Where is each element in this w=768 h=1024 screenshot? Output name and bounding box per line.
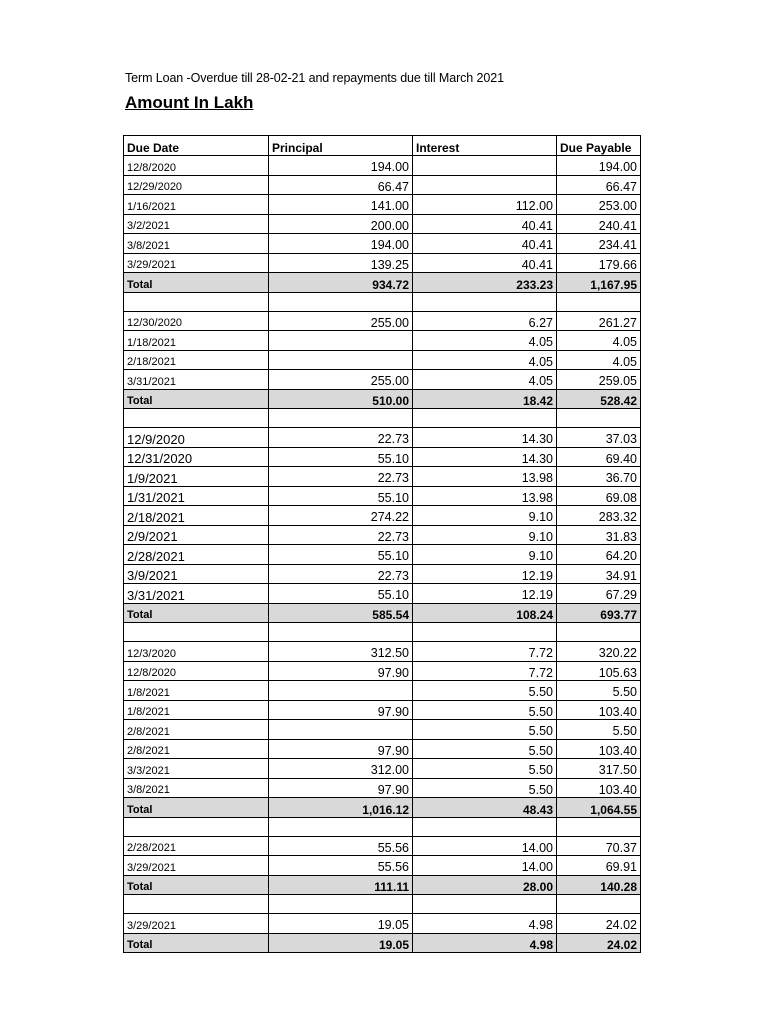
table-row bbox=[124, 700, 641, 720]
due-date-cell: 3/29/2021 bbox=[124, 253, 269, 273]
empty-cell bbox=[557, 292, 641, 311]
interest-cell: 112.00 bbox=[413, 195, 557, 215]
due-payable-cell: 234.41 bbox=[557, 234, 641, 254]
table-row bbox=[124, 447, 641, 467]
due-payable-cell: 37.03 bbox=[557, 428, 641, 448]
total-row bbox=[124, 603, 641, 623]
due-payable-cell: 194.00 bbox=[557, 156, 641, 176]
empty-cell bbox=[124, 623, 269, 642]
principal-cell: 274.22 bbox=[269, 506, 413, 526]
due-date-cell: Total bbox=[124, 603, 269, 623]
interest-cell: 4.98 bbox=[413, 933, 557, 953]
empty-cell bbox=[124, 292, 269, 311]
column-header-due-payable: Due Payable bbox=[557, 136, 641, 156]
table-row bbox=[124, 914, 641, 934]
due-payable-cell: 67.29 bbox=[557, 584, 641, 604]
interest-cell: 13.98 bbox=[413, 486, 557, 506]
principal-cell: 194.00 bbox=[269, 234, 413, 254]
due-date-cell: 3/8/2021 bbox=[124, 234, 269, 254]
principal-cell: 200.00 bbox=[269, 214, 413, 234]
principal-cell: 312.50 bbox=[269, 642, 413, 662]
due-payable-cell: 103.40 bbox=[557, 700, 641, 720]
principal-cell: 97.90 bbox=[269, 700, 413, 720]
table-row bbox=[124, 856, 641, 876]
table-row bbox=[124, 195, 641, 215]
principal-cell bbox=[269, 331, 413, 351]
interest-cell: 28.00 bbox=[413, 875, 557, 895]
interest-cell: 5.50 bbox=[413, 720, 557, 740]
due-date-cell: 3/29/2021 bbox=[124, 914, 269, 934]
principal-cell: 194.00 bbox=[269, 156, 413, 176]
table-header-row bbox=[124, 136, 641, 156]
principal-cell: 510.00 bbox=[269, 389, 413, 409]
due-date-cell: 12/8/2020 bbox=[124, 661, 269, 681]
interest-cell: 5.50 bbox=[413, 681, 557, 701]
interest-cell: 14.00 bbox=[413, 856, 557, 876]
interest-cell: 6.27 bbox=[413, 311, 557, 331]
interest-cell: 40.41 bbox=[413, 234, 557, 254]
interest-cell: 14.30 bbox=[413, 447, 557, 467]
interest-cell: 12.19 bbox=[413, 564, 557, 584]
total-row bbox=[124, 875, 641, 895]
due-date-cell: 3/31/2021 bbox=[124, 584, 269, 604]
spacer-row bbox=[124, 409, 641, 428]
due-date-cell: 1/31/2021 bbox=[124, 486, 269, 506]
due-payable-cell: 528.42 bbox=[557, 389, 641, 409]
due-payable-cell: 64.20 bbox=[557, 545, 641, 565]
due-date-cell: Total bbox=[124, 875, 269, 895]
due-payable-cell: 105.63 bbox=[557, 661, 641, 681]
due-payable-cell: 5.50 bbox=[557, 720, 641, 740]
empty-cell bbox=[269, 817, 413, 836]
due-date-cell: Total bbox=[124, 389, 269, 409]
due-date-cell: 2/8/2021 bbox=[124, 720, 269, 740]
due-payable-cell: 103.40 bbox=[557, 739, 641, 759]
interest-cell: 108.24 bbox=[413, 603, 557, 623]
due-date-cell: 1/8/2021 bbox=[124, 700, 269, 720]
due-payable-cell: 253.00 bbox=[557, 195, 641, 215]
due-date-cell: 2/28/2021 bbox=[124, 836, 269, 856]
due-date-cell: 12/30/2020 bbox=[124, 311, 269, 331]
spacer-row bbox=[124, 817, 641, 836]
principal-cell: 312.00 bbox=[269, 759, 413, 779]
spacer-row bbox=[124, 895, 641, 914]
due-date-cell: 2/18/2021 bbox=[124, 350, 269, 370]
spacer-row bbox=[124, 623, 641, 642]
empty-cell bbox=[124, 409, 269, 428]
table-row bbox=[124, 836, 641, 856]
due-date-cell: 3/2/2021 bbox=[124, 214, 269, 234]
due-payable-cell: 4.05 bbox=[557, 350, 641, 370]
due-date-cell: 2/9/2021 bbox=[124, 525, 269, 545]
principal-cell: 22.73 bbox=[269, 428, 413, 448]
principal-cell: 55.10 bbox=[269, 545, 413, 565]
empty-cell bbox=[413, 292, 557, 311]
interest-cell: 7.72 bbox=[413, 642, 557, 662]
due-payable-cell: 140.28 bbox=[557, 875, 641, 895]
repayment-table-body bbox=[124, 136, 641, 953]
due-date-cell: 12/8/2020 bbox=[124, 156, 269, 176]
due-payable-cell: 261.27 bbox=[557, 311, 641, 331]
table-row bbox=[124, 311, 641, 331]
principal-cell: 22.73 bbox=[269, 467, 413, 487]
table-row bbox=[124, 350, 641, 370]
table-row bbox=[124, 525, 641, 545]
spacer-row bbox=[124, 292, 641, 311]
interest-cell: 9.10 bbox=[413, 525, 557, 545]
empty-cell bbox=[124, 817, 269, 836]
empty-cell bbox=[557, 895, 641, 914]
due-payable-cell: 283.32 bbox=[557, 506, 641, 526]
due-payable-cell: 24.02 bbox=[557, 914, 641, 934]
due-payable-cell: 36.70 bbox=[557, 467, 641, 487]
empty-cell bbox=[269, 623, 413, 642]
principal-cell: 585.54 bbox=[269, 603, 413, 623]
empty-cell bbox=[413, 817, 557, 836]
due-payable-cell: 179.66 bbox=[557, 253, 641, 273]
due-payable-cell: 259.05 bbox=[557, 370, 641, 390]
principal-cell: 111.11 bbox=[269, 875, 413, 895]
due-payable-cell: 1,064.55 bbox=[557, 798, 641, 818]
due-payable-cell: 103.40 bbox=[557, 778, 641, 798]
table-row bbox=[124, 661, 641, 681]
empty-cell bbox=[413, 895, 557, 914]
interest-cell: 40.41 bbox=[413, 214, 557, 234]
total-row bbox=[124, 798, 641, 818]
principal-cell: 55.56 bbox=[269, 836, 413, 856]
principal-cell: 97.90 bbox=[269, 778, 413, 798]
due-date-cell: 12/3/2020 bbox=[124, 642, 269, 662]
due-payable-cell: 31.83 bbox=[557, 525, 641, 545]
table-row bbox=[124, 175, 641, 195]
table-row bbox=[124, 545, 641, 565]
due-date-cell: 2/28/2021 bbox=[124, 545, 269, 565]
interest-cell: 18.42 bbox=[413, 389, 557, 409]
due-payable-cell: 69.40 bbox=[557, 447, 641, 467]
due-date-cell: 3/31/2021 bbox=[124, 370, 269, 390]
table-row bbox=[124, 486, 641, 506]
table-row bbox=[124, 739, 641, 759]
principal-cell bbox=[269, 681, 413, 701]
table-row bbox=[124, 564, 641, 584]
interest-cell: 14.00 bbox=[413, 836, 557, 856]
repayment-table bbox=[123, 135, 641, 953]
due-date-cell: Total bbox=[124, 273, 269, 293]
interest-cell: 5.50 bbox=[413, 778, 557, 798]
interest-cell: 9.10 bbox=[413, 545, 557, 565]
due-payable-cell: 320.22 bbox=[557, 642, 641, 662]
total-row bbox=[124, 933, 641, 953]
table-row bbox=[124, 253, 641, 273]
interest-cell: 9.10 bbox=[413, 506, 557, 526]
table-row bbox=[124, 214, 641, 234]
interest-cell: 7.72 bbox=[413, 661, 557, 681]
column-header-interest: Interest bbox=[413, 136, 557, 156]
due-payable-cell: 317.50 bbox=[557, 759, 641, 779]
due-date-cell: 2/8/2021 bbox=[124, 739, 269, 759]
principal-cell: 19.05 bbox=[269, 933, 413, 953]
interest-cell: 5.50 bbox=[413, 700, 557, 720]
principal-cell bbox=[269, 720, 413, 740]
column-header-principal: Principal bbox=[269, 136, 413, 156]
due-payable-cell: 70.37 bbox=[557, 836, 641, 856]
due-date-cell: 12/9/2020 bbox=[124, 428, 269, 448]
due-date-cell: 3/9/2021 bbox=[124, 564, 269, 584]
total-row bbox=[124, 273, 641, 293]
principal-cell bbox=[269, 350, 413, 370]
principal-cell: 22.73 bbox=[269, 525, 413, 545]
due-date-cell: 12/29/2020 bbox=[124, 175, 269, 195]
interest-cell: 5.50 bbox=[413, 739, 557, 759]
due-payable-cell: 693.77 bbox=[557, 603, 641, 623]
principal-cell: 55.10 bbox=[269, 584, 413, 604]
interest-cell bbox=[413, 156, 557, 176]
empty-cell bbox=[413, 623, 557, 642]
principal-cell: 141.00 bbox=[269, 195, 413, 215]
interest-cell: 14.30 bbox=[413, 428, 557, 448]
column-header-due-date: Due Date bbox=[124, 136, 269, 156]
due-date-cell: 1/8/2021 bbox=[124, 681, 269, 701]
due-date-cell: Total bbox=[124, 798, 269, 818]
interest-cell: 4.05 bbox=[413, 350, 557, 370]
table-row bbox=[124, 720, 641, 740]
due-date-cell: 1/16/2021 bbox=[124, 195, 269, 215]
principal-cell: 55.56 bbox=[269, 856, 413, 876]
due-payable-cell: 1,167.95 bbox=[557, 273, 641, 293]
due-payable-cell: 24.02 bbox=[557, 933, 641, 953]
table-row bbox=[124, 681, 641, 701]
due-payable-cell: 34.91 bbox=[557, 564, 641, 584]
interest-cell: 4.05 bbox=[413, 370, 557, 390]
principal-cell: 97.90 bbox=[269, 661, 413, 681]
principal-cell: 255.00 bbox=[269, 311, 413, 331]
empty-cell bbox=[557, 623, 641, 642]
due-date-cell: 12/31/2020 bbox=[124, 447, 269, 467]
document-title: Amount In Lakh bbox=[125, 93, 254, 112]
empty-cell bbox=[557, 817, 641, 836]
due-date-cell: 3/3/2021 bbox=[124, 759, 269, 779]
principal-cell: 19.05 bbox=[269, 914, 413, 934]
table-row bbox=[124, 428, 641, 448]
interest-cell: 40.41 bbox=[413, 253, 557, 273]
principal-cell: 1,016.12 bbox=[269, 798, 413, 818]
due-date-cell: 1/9/2021 bbox=[124, 467, 269, 487]
table-row bbox=[124, 778, 641, 798]
due-payable-cell: 240.41 bbox=[557, 214, 641, 234]
table-row bbox=[124, 642, 641, 662]
document-subtitle: Term Loan -Overdue till 28-02-21 and repayments due till March 2021 bbox=[125, 71, 504, 85]
principal-cell: 55.10 bbox=[269, 486, 413, 506]
due-payable-cell: 66.47 bbox=[557, 175, 641, 195]
table-row bbox=[124, 584, 641, 604]
principal-cell: 66.47 bbox=[269, 175, 413, 195]
principal-cell: 934.72 bbox=[269, 273, 413, 293]
interest-cell: 48.43 bbox=[413, 798, 557, 818]
table-row bbox=[124, 331, 641, 351]
table-row bbox=[124, 234, 641, 254]
principal-cell: 255.00 bbox=[269, 370, 413, 390]
due-date-cell: 2/18/2021 bbox=[124, 506, 269, 526]
empty-cell bbox=[269, 895, 413, 914]
due-date-cell: Total bbox=[124, 933, 269, 953]
interest-cell: 4.98 bbox=[413, 914, 557, 934]
interest-cell: 12.19 bbox=[413, 584, 557, 604]
interest-cell: 5.50 bbox=[413, 759, 557, 779]
empty-cell bbox=[557, 409, 641, 428]
principal-cell: 55.10 bbox=[269, 447, 413, 467]
due-date-cell: 3/29/2021 bbox=[124, 856, 269, 876]
interest-cell bbox=[413, 175, 557, 195]
principal-cell: 139.25 bbox=[269, 253, 413, 273]
due-payable-cell: 69.91 bbox=[557, 856, 641, 876]
empty-cell bbox=[269, 409, 413, 428]
empty-cell bbox=[413, 409, 557, 428]
empty-cell bbox=[124, 895, 269, 914]
principal-cell: 97.90 bbox=[269, 739, 413, 759]
due-date-cell: 1/18/2021 bbox=[124, 331, 269, 351]
due-payable-cell: 69.08 bbox=[557, 486, 641, 506]
principal-cell: 22.73 bbox=[269, 564, 413, 584]
table-row bbox=[124, 467, 641, 487]
due-payable-cell: 4.05 bbox=[557, 331, 641, 351]
table-row bbox=[124, 370, 641, 390]
total-row bbox=[124, 389, 641, 409]
due-date-cell: 3/8/2021 bbox=[124, 778, 269, 798]
table-row bbox=[124, 156, 641, 176]
interest-cell: 4.05 bbox=[413, 331, 557, 351]
interest-cell: 13.98 bbox=[413, 467, 557, 487]
empty-cell bbox=[269, 292, 413, 311]
due-payable-cell: 5.50 bbox=[557, 681, 641, 701]
interest-cell: 233.23 bbox=[413, 273, 557, 293]
table-row bbox=[124, 759, 641, 779]
table-row bbox=[124, 506, 641, 526]
